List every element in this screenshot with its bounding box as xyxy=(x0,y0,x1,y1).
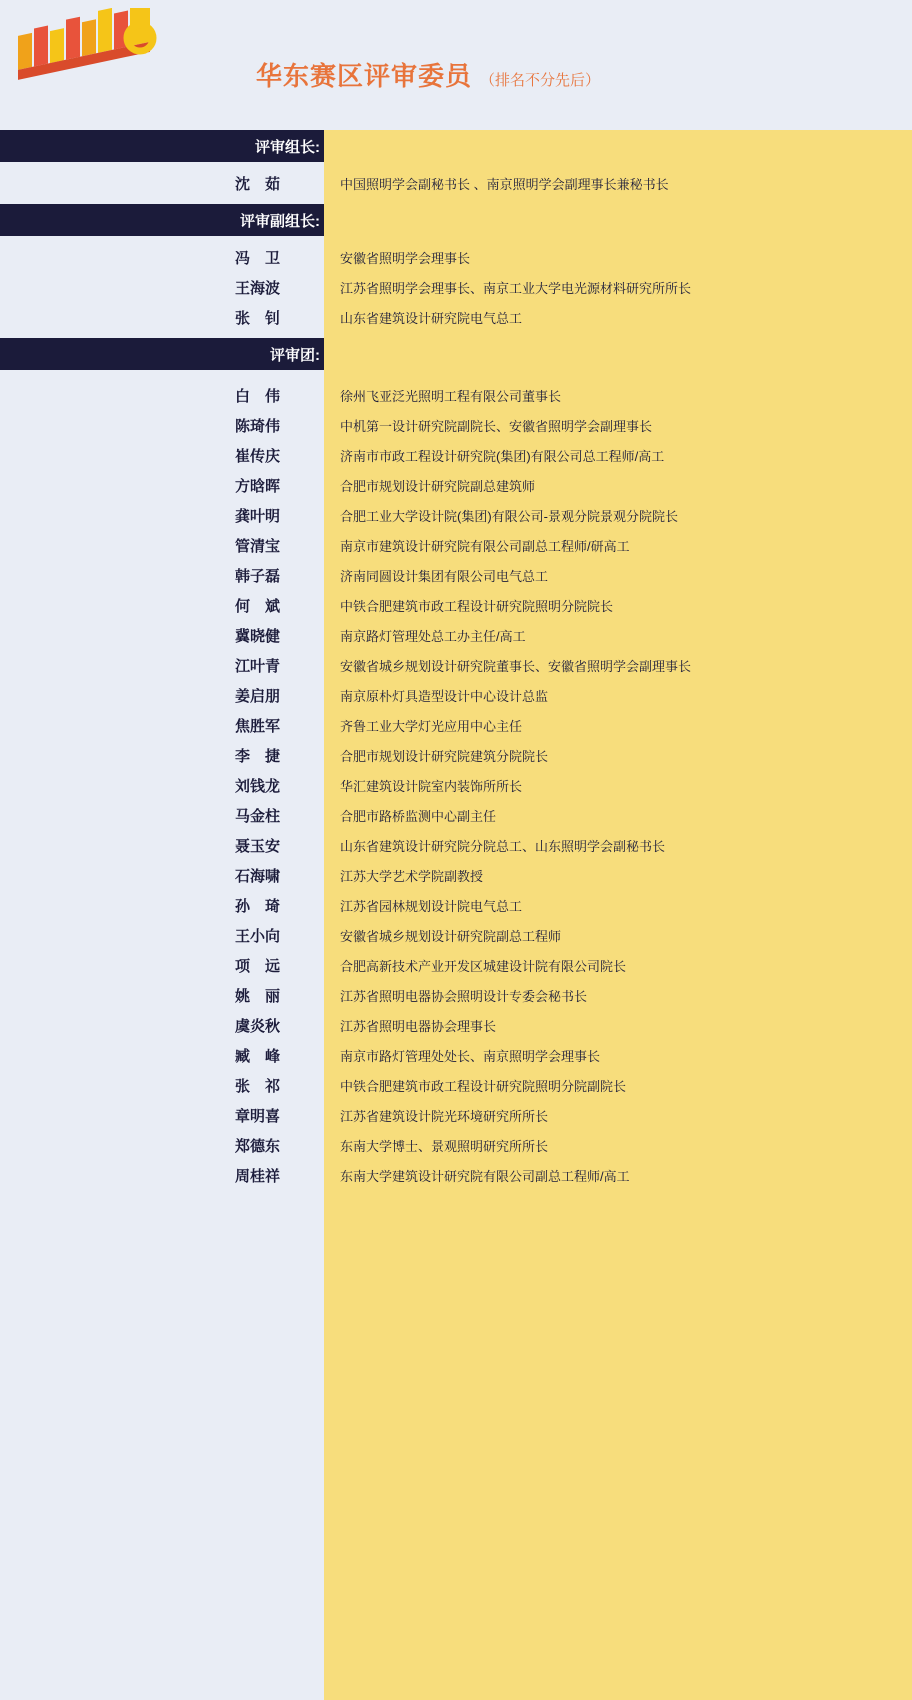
judge-name: 管清宝 xyxy=(234,537,280,555)
section-label: 评审团: xyxy=(270,346,320,364)
judge-row xyxy=(0,380,912,410)
judge-role: 合肥市路桥监测中心副主任 xyxy=(340,808,497,824)
judge-row xyxy=(0,302,912,332)
judge-row xyxy=(0,980,912,1010)
judge-name: 王小向 xyxy=(234,927,280,945)
judge-row xyxy=(0,1040,912,1070)
judge-role: 中国照明学会副秘书长 、南京照明学会副理事长兼秘书长 xyxy=(340,176,669,192)
judge-role: 济南市市政工程设计研究院(集团)有限公司总工程师/高工 xyxy=(340,448,665,464)
judge-row xyxy=(0,950,912,980)
judge-name: 聂玉安 xyxy=(234,837,280,855)
judge-row xyxy=(0,500,912,530)
judge-name: 孙 琦 xyxy=(234,897,280,915)
judge-role: 山东省建筑设计研究院电气总工 xyxy=(340,310,523,326)
judge-row xyxy=(0,830,912,860)
judge-role: 江苏省照明电器协会照明设计专委会秘书长 xyxy=(340,988,588,1004)
page-title xyxy=(256,56,600,93)
section-spacer xyxy=(0,370,912,380)
judge-role: 江苏省照明电器协会理事长 xyxy=(340,1018,497,1034)
section-label: 评审组长: xyxy=(255,138,320,156)
judge-row xyxy=(0,1160,912,1190)
judge-row xyxy=(0,168,912,198)
judge-name: 姚 丽 xyxy=(234,987,280,1005)
judge-role: 江苏省建筑设计院光环境研究所所长 xyxy=(340,1108,549,1124)
page-title-sub: （排名不分先后） xyxy=(480,72,601,89)
judge-name: 焦胜军 xyxy=(234,717,280,735)
judge-role: 江苏大学艺术学院副教授 xyxy=(340,868,484,884)
judge-role: 合肥市规划设计研究院副总建筑师 xyxy=(340,478,536,494)
judge-role: 江苏省照明学会理事长、南京工业大学电光源材料研究所所长 xyxy=(340,280,692,296)
judge-role: 徐州飞亚泛光照明工程有限公司董事长 xyxy=(340,388,562,404)
judge-row xyxy=(0,680,912,710)
judge-name: 李 捷 xyxy=(234,747,280,765)
judge-role: 江苏省园林规划设计院电气总工 xyxy=(340,898,523,914)
judge-name: 周桂祥 xyxy=(234,1167,280,1185)
section-band xyxy=(0,204,324,236)
judge-row xyxy=(0,620,912,650)
judge-role: 中铁合肥建筑市政工程设计研究院照明分院副院长 xyxy=(340,1078,627,1094)
judge-name: 姜启朋 xyxy=(234,687,280,705)
judge-name: 陈琦伟 xyxy=(234,417,280,435)
judge-row xyxy=(0,770,912,800)
competition-logo xyxy=(8,8,168,103)
judge-row xyxy=(0,470,912,500)
section-band xyxy=(0,338,324,370)
judge-row xyxy=(0,860,912,890)
judge-role: 南京路灯管理处总工办主任/高工 xyxy=(340,628,526,644)
judge-name: 白 伟 xyxy=(234,387,280,405)
judge-name: 冯 卫 xyxy=(234,249,280,267)
judge-row xyxy=(0,530,912,560)
judge-name: 龚叶明 xyxy=(234,507,280,525)
judge-row xyxy=(0,920,912,950)
judge-row xyxy=(0,272,912,302)
judge-name: 张 祁 xyxy=(234,1077,280,1095)
judge-name: 方晗晖 xyxy=(234,477,280,495)
judges-sheet xyxy=(0,130,912,1700)
judge-role: 齐鲁工业大学灯光应用中心主任 xyxy=(340,718,523,734)
judge-name: 章明喜 xyxy=(234,1107,280,1125)
judge-role: 中机第一设计研究院副院长、安徽省照明学会副理事长 xyxy=(340,418,653,434)
judge-row xyxy=(0,800,912,830)
section-label: 评审副组长: xyxy=(240,212,320,230)
judge-row xyxy=(0,1010,912,1040)
judge-role: 合肥工业大学设计院(集团)有限公司-景观分院景观分院院长 xyxy=(340,508,678,524)
judge-role: 合肥高新技术产业开发区城建设计院有限公司院长 xyxy=(340,958,627,974)
judge-row xyxy=(0,740,912,770)
judge-row xyxy=(0,242,912,272)
judge-name: 刘钱龙 xyxy=(234,777,280,795)
judges-list xyxy=(0,130,912,1196)
judge-row xyxy=(0,1100,912,1130)
judge-role: 南京市路灯管理处处长、南京照明学会理事长 xyxy=(340,1048,601,1064)
judge-name: 崔传庆 xyxy=(234,447,280,465)
page-header xyxy=(0,0,912,130)
judge-row xyxy=(0,890,912,920)
judge-role: 山东省建筑设计研究院分院总工、山东照明学会副秘书长 xyxy=(340,838,666,854)
judge-role: 华汇建筑设计院室内装饰所所长 xyxy=(340,778,523,794)
judge-role: 合肥市规划设计研究院建筑分院院长 xyxy=(340,748,549,764)
judge-row xyxy=(0,440,912,470)
page-title-main: 华东赛区评审委员 xyxy=(256,61,473,91)
judge-name: 冀晓健 xyxy=(234,627,280,645)
judge-role: 济南同圆设计集团有限公司电气总工 xyxy=(340,568,549,584)
judge-row xyxy=(0,650,912,680)
judge-role: 中铁合肥建筑市政工程设计研究院照明分院院长 xyxy=(340,598,614,614)
judge-name: 郑德东 xyxy=(234,1137,280,1155)
judge-row xyxy=(0,710,912,740)
judge-row xyxy=(0,1070,912,1100)
judge-row xyxy=(0,590,912,620)
section-spacer xyxy=(0,1190,912,1196)
judge-role: 东南大学建筑设计研究院有限公司副总工程师/高工 xyxy=(340,1168,630,1184)
judge-role: 安徽省照明学会理事长 xyxy=(340,250,471,266)
judge-name: 石海啸 xyxy=(234,867,280,885)
judge-role: 安徽省城乡规划设计研究院副总工程师 xyxy=(340,928,562,944)
judge-name: 江叶青 xyxy=(234,657,280,675)
judge-role: 东南大学博士、景观照明研究所所长 xyxy=(340,1138,549,1154)
judge-name: 韩子磊 xyxy=(234,567,280,585)
judge-row xyxy=(0,410,912,440)
judge-row xyxy=(0,560,912,590)
judge-role: 安徽省城乡规划设计研究院董事长、安徽省照明学会副理事长 xyxy=(340,658,692,674)
judge-name: 王海波 xyxy=(234,279,280,297)
judge-name: 马金柱 xyxy=(234,807,280,825)
judge-name: 沈 茹 xyxy=(234,175,280,193)
judge-name: 项 远 xyxy=(234,957,280,975)
section-band xyxy=(0,130,324,162)
judge-row xyxy=(0,1130,912,1160)
judge-name: 臧 峰 xyxy=(234,1047,280,1065)
judge-name: 何 斌 xyxy=(234,597,280,615)
judge-role: 南京市建筑设计研究院有限公司副总工程师/研高工 xyxy=(340,538,630,554)
judge-name: 张 钊 xyxy=(234,309,280,327)
judge-role: 南京原朴灯具造型设计中心设计总监 xyxy=(340,688,549,704)
judge-name: 虞炎秋 xyxy=(234,1017,280,1035)
